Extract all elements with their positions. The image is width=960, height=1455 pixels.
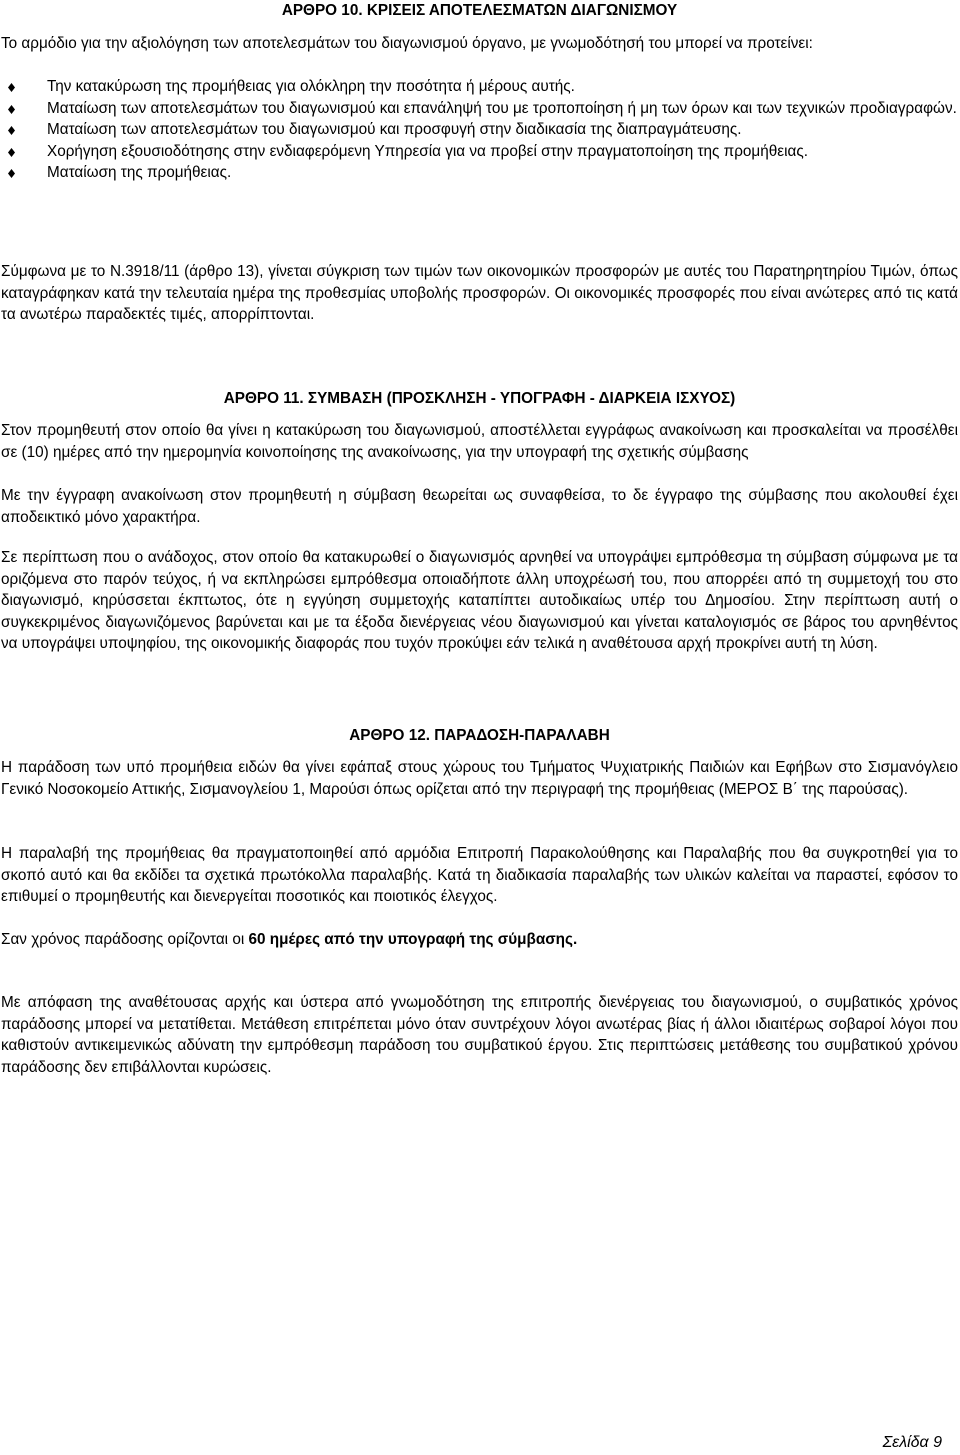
diamond-bullet-icon [8,126,15,135]
list-item-text: Ματαίωση των αποτελεσμάτων του διαγωνισμού και επανάληψή του με τροποποίηση ή μη των όρων και των τεχνικών προδιαγραφών. [47,99,957,117]
article-12-extension-paragraph: Με απόφαση της αναθέτουσας αρχής και ύστερα από γνωμοδότηση της επιτροπής διενέργειας του διαγωνισμού, ο συμβατικός χρόνος παράδοσης μπορεί να μετατίθεται. Μετάθεση επιτρέπεται μόνο όταν συντρέχουν λόγοι ανωτέρας βίας ή άλλοι ιδιαιτέρως σοβαροί λόγοι που καθιστούν αντικειμενικώς αδύνατη την εμπρόθεσμη παράδοση του συμβατικού έργου. Στις περιπτώσεις μετάθεσης του συμβατικού χρόνου παράδοσης δεν επιβάλλονται κυρώσεις. [1,994,958,1076]
list-item [0,76,958,98]
article-11-refusal-paragraph: Σε περίπτωση που ο ανάδοχος, στον οποίο θα κατακυρωθεί ο διαγωνισμός αρνηθεί να υπογράψει εμπρόθεσμα τη σύμβαση σύμφωνα με τα οριζόμενα στο παρόν τεύχος, ή να εκπληρώσει εμπρόθεσμα οποιαδήποτε άλλη υποχρέωσή του, που απορρέει από τη συμμετοχή του στο διαγωνισμό, κηρύσσεται έκπτωτος, ότε η εγγύηση συμμετοχής καταπίπτει αυτοδικαίως υπέρ του Δημοσίου. Στην περίπτωση αυτή ο συγκεκριμένος διαγωνιζόμενος βαρύνεται και με τα έξοδα διενέργειας νέου διαγωνισμού και γίνεται καταλογισμός σε βάρος του αρνηθέντος να υπογράψει υποψηφίου, της οικονομικής διαφοράς που τυχόν προκύψει εάν τελικά η αναθέτουσα αρχή προκρίνει αυτή τη λύση. [1,549,958,653]
list-item-text: Ματαίωση των αποτελεσμάτων του διαγωνισμού και προσφυγή στην διαδικασία της διαπραγμάτευσης. [47,121,742,139]
article-12-delivery-time [1,929,958,951]
list-item [0,141,958,163]
list-item-text: Την κατακύρωση της προμήθειας για ολόκληρη την ποσότητα ή μέρους αυτής. [47,78,575,95]
article-11-contract-paragraph: Με την έγγραφη ανακοίνωση στον προμηθευτή η σύμβαση θεωρείται ως συναφθείσα, το δε έγγραφο της σύμβασης που ακολουθεί έχει αποδεικτικό μόνο χαρακτήρα. [1,487,958,526]
page-number: Σελίδα 9 [882,1434,942,1451]
diamond-bullet-icon [8,148,15,157]
diamond-bullet-icon [8,169,15,178]
list-item [0,162,958,184]
article-10-intro: Το αρμόδιο για την αξιολόγηση των αποτελεσμάτων του διαγωνισμού όργανο, με γνωμοδότησή του μπορεί να προτείνει: [1,35,813,52]
article-12-delivery-paragraph: Η παράδοση των υπό προμήθεια ειδών θα γίνει εφάπαξ στους χώρους του Τμήματος Ψυχιατρικής Παιδιών και Εφήβων στο Σισμανόγλειο Γενικό Νοσοκομείο Αττικής, Σισμανογλείου 1, Μαρούσι όπως ορίζεται από την περιγραφή της προμήθειας (ΜΕΡΟΣ Β΄ της παρούσας). [1,759,958,798]
article-10-options-list [0,76,958,184]
article-12-receipt-paragraph: Η παραλαβή της προμήθειας θα πραγματοποιηθεί από αρμόδια Επιτροπή Παρακολούθησης και Παραλαβής που θα συγκροτηθεί για το σκοπό αυτό και θα εκδίδει τα σχετικά πρωτόκολλα παραλαβής. Κατά τη διαδικασία παραλαβής των υλικών καλείται να παραστεί, εφόσον το επιθυμεί ο προμηθευτής και διενεργείται ποσοτικός και ποιοτικός έλεγχος. [1,845,958,906]
list-item-text: Ματαίωση της προμήθειας. [47,164,232,182]
list-item [0,98,958,120]
list-item [0,119,958,141]
delivery-time-deadline: 60 ημέρες από την υπογραφή της σύμβασης. [248,931,578,948]
diamond-bullet-icon [8,83,15,92]
article-11-heading: ΑΡΘΡΟ 11. ΣΥΜΒΑΣΗ (ΠΡΟΣΚΛΗΣΗ - ΥΠΟΓΡΑΦΗ - ΔΙΑΡΚΕΙΑ ΙΣΧΥΟΣ) [223,390,736,407]
article-12-heading: ΑΡΘΡΟ 12. ΠΑΡΑΔΟΣΗ-ΠΑΡΑΛΑΒΗ [349,727,610,744]
article-10-price-comparison: Σύμφωνα με το Ν.3918/11 (άρθρο 13), γίνεται σύγκριση των τιμών των οικονομικών προσφορών με αυτές του Παρατηρητηρίου Τιμών, όπως καταγράφηκαν κατά την τελευταία ημέρα της προθεσμίας υποβολής προσφορών. Οι οικονομικές προσφορές που είναι ανώτερες από τις κατά τα ανωτέρω παραδεκτές τιμές, απορρίπτονται. [1,263,958,324]
diamond-bullet-icon [8,105,15,114]
list-item-text: Χορήγηση εξουσιοδότησης στην ενδιαφερόμενη Υπηρεσία για να προβεί στην πραγματοποίηση της προμήθειας. [47,142,808,160]
article-11-invitation-paragraph: Στον προμηθευτή στον οποίο θα γίνει η κατακύρωση του διαγωνισμού, αποστέλλεται εγγράφως ανακοίνωση και προσκαλείται να προσέλθει σε (10) ημέρες από την ημερομηνία κοινοποίησης της ανακοίνωσης, για την υπογραφή της σχετικής σύμβασης [1,422,958,461]
article-10-heading: ΑΡΘΡΟ 10. ΚΡΙΣΕΙΣ ΑΠΟΤΕΛΕΣΜΑΤΩΝ ΔΙΑΓΩΝΙΣΜΟΥ [281,2,678,19]
delivery-time-prefix: Σαν χρόνος παράδοσης ορίζονται οι [1,931,249,948]
